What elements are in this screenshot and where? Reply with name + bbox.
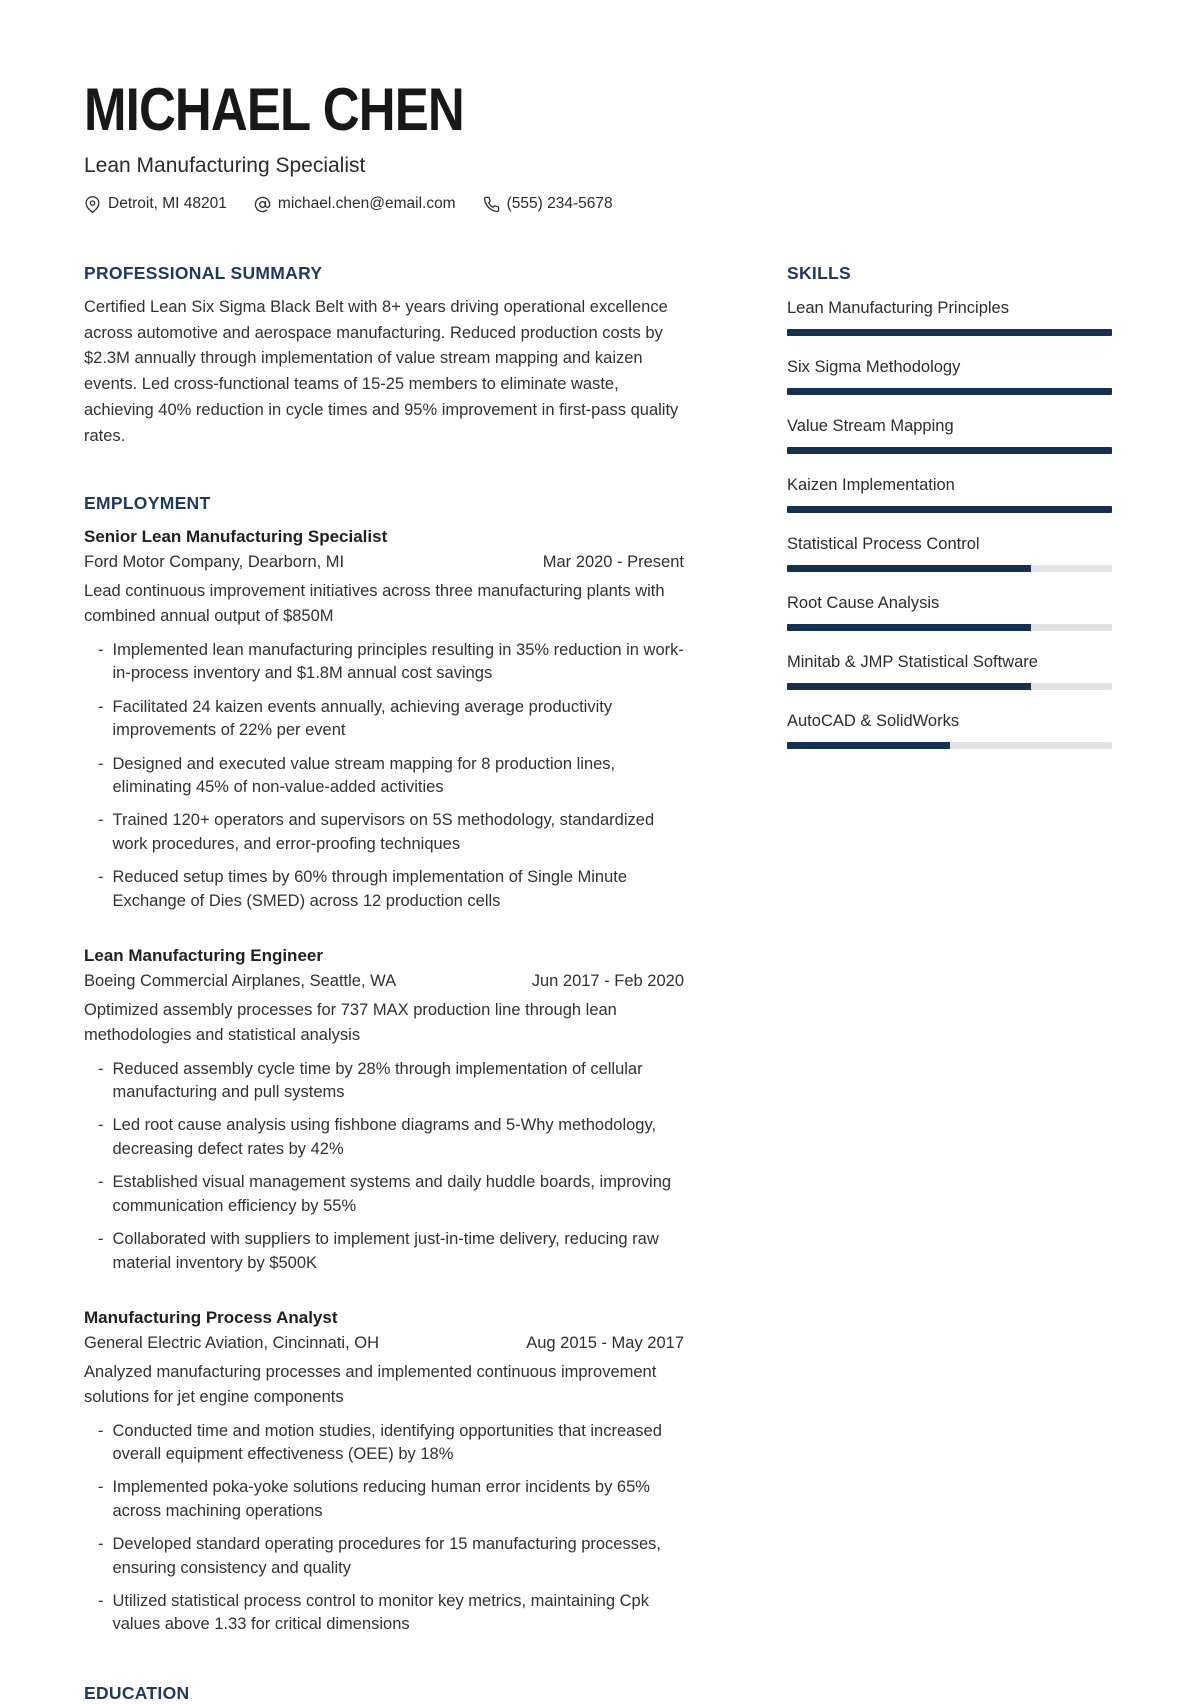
job-bullet bbox=[84, 1533, 684, 1580]
skill-bar-fill bbox=[787, 624, 1031, 631]
job-company: Ford Motor Company, Dearborn, MI bbox=[84, 553, 345, 572]
job-entry bbox=[84, 1308, 684, 1637]
contact-location-text: Detroit, MI 48201 bbox=[108, 195, 227, 212]
skill-bar-fill bbox=[787, 329, 1112, 336]
skill-item bbox=[787, 417, 1112, 454]
skill-bar bbox=[787, 624, 1112, 631]
bullet-text: Established visual management systems and daily huddle boards, improving communication efficiency by 55% bbox=[112, 1173, 672, 1215]
job-bullet-list bbox=[84, 639, 684, 913]
skill-item bbox=[787, 594, 1112, 631]
job-bullet bbox=[84, 1590, 684, 1637]
contact-phone bbox=[483, 195, 613, 213]
bullet-text: Implemented lean manufacturing principles resulting in 35% reduction in work-in-process inventory and $1.8M annual cost savings bbox=[112, 640, 684, 683]
summary-text: Certified Lean Six Sigma Black Belt with 8+ years driving operational excellence across automotive and aerospace manufacturing. Reduced production costs by $2.3M annually through implementation of value stream mapping and kaizen events. Led cross-functional teams of 15-25 members to eliminate waste, achieving 40% reduction in cycle times and 95% improvement in first-pass quality rates. bbox=[84, 298, 679, 445]
job-bullet bbox=[84, 696, 684, 743]
skill-item bbox=[787, 535, 1112, 572]
job-title: Manufacturing Process Analyst bbox=[84, 1308, 338, 1327]
job-bullet bbox=[84, 866, 684, 913]
skill-name: Kaizen Implementation bbox=[787, 476, 955, 494]
bullet-text: Implemented poka-yoke solutions reducing human error incidents by 65% across machining operations bbox=[112, 1478, 650, 1520]
bullet-text: Led root cause analysis using fishbone diagrams and 5-Why methodology, decreasing defect rates by 42% bbox=[112, 1116, 657, 1158]
job-company: General Electric Aviation, Cincinnati, OH bbox=[84, 1334, 379, 1352]
job-bullet bbox=[84, 639, 684, 686]
skill-name: Statistical Process Control bbox=[787, 535, 980, 553]
job-bullet bbox=[84, 1476, 684, 1523]
bullet-marker: - bbox=[98, 1535, 104, 1554]
job-company: Boeing Commercial Airplanes, Seattle, WA bbox=[84, 972, 397, 991]
job-bullet bbox=[84, 1228, 684, 1275]
contact-email-text: michael.chen@email.com bbox=[277, 195, 456, 212]
job-bullet bbox=[84, 809, 684, 856]
right-column bbox=[787, 263, 1112, 1704]
bullet-text: Conducted time and motion studies, identifying opportunities that increased overall equipment effectiveness (OEE) by 18% bbox=[112, 1421, 662, 1463]
skill-bar bbox=[787, 447, 1112, 454]
skill-bar bbox=[787, 565, 1112, 572]
bullet-marker: - bbox=[98, 868, 104, 887]
skill-name: Lean Manufacturing Principles bbox=[787, 299, 1009, 317]
left-column bbox=[84, 263, 684, 1704]
skill-bar bbox=[787, 329, 1112, 336]
skill-item bbox=[787, 358, 1112, 395]
skill-bar-fill bbox=[787, 565, 1031, 572]
bullet-marker: - bbox=[98, 640, 104, 659]
section-professional-summary bbox=[84, 263, 684, 449]
bullet-text: Facilitated 24 kaizen events annually, achieving average productivity improvements of 22% per event bbox=[112, 697, 613, 740]
bullet-marker: - bbox=[98, 1059, 104, 1078]
job-description: Analyzed manufacturing processes and implemented continuous improvement solutions for jet engine components bbox=[84, 1363, 657, 1406]
education-heading: EDUCATION bbox=[84, 1682, 190, 1703]
skill-name: Root Cause Analysis bbox=[787, 594, 940, 612]
jobs-list bbox=[84, 527, 684, 1636]
job-bullet bbox=[84, 1420, 684, 1467]
skills-heading: SKILLS bbox=[787, 263, 852, 283]
skill-name: Six Sigma Methodology bbox=[787, 358, 961, 376]
at-sign-icon bbox=[254, 196, 271, 213]
bullet-marker: - bbox=[98, 811, 104, 830]
bullet-text: Reduced assembly cycle time by 28% through implementation of cellular manufacturing and pull systems bbox=[112, 1059, 643, 1102]
job-entry bbox=[84, 527, 684, 913]
contact-location bbox=[84, 195, 227, 213]
bullet-marker: - bbox=[98, 1230, 104, 1249]
resume-header bbox=[84, 76, 1112, 213]
section-skills bbox=[787, 263, 1112, 749]
skill-item bbox=[787, 299, 1112, 336]
bullet-marker: - bbox=[98, 754, 104, 773]
skill-bar-fill bbox=[787, 447, 1112, 454]
job-dates: Jun 2017 - Feb 2020 bbox=[531, 972, 684, 991]
bullet-marker: - bbox=[98, 1116, 104, 1135]
bullet-text: Developed standard operating procedures for 15 manufacturing processes, ensuring consistency and quality bbox=[112, 1535, 661, 1577]
bullet-text: Designed and executed value stream mapping for 8 production lines, eliminating 45% of non-value-added activities bbox=[112, 754, 616, 797]
job-bullet bbox=[84, 753, 684, 800]
bullet-marker: - bbox=[98, 697, 104, 716]
bullet-marker: - bbox=[98, 1173, 104, 1192]
employment-heading: EMPLOYMENT bbox=[84, 493, 211, 514]
skill-name: AutoCAD & SolidWorks bbox=[787, 712, 960, 730]
job-description: Optimized assembly processes for 737 MAX production line through lean methodologies and statistical analysis bbox=[84, 1001, 617, 1044]
job-dates: Aug 2015 - May 2017 bbox=[526, 1334, 684, 1352]
bullet-text: Reduced setup times by 60% through implementation of Single Minute Exchange of Dies (SMED) across 12 production cells bbox=[112, 868, 628, 910]
skill-name: Value Stream Mapping bbox=[787, 417, 954, 435]
skill-bar-fill bbox=[787, 388, 1112, 395]
bullet-text: Utilized statistical process control to monitor key metrics, maintaining Cpk values above 1.33 for critical dimensions bbox=[112, 1592, 649, 1634]
bullet-marker: - bbox=[98, 1478, 104, 1497]
job-title: Lean Manufacturing Engineer bbox=[84, 946, 323, 966]
bullet-marker: - bbox=[98, 1592, 104, 1611]
skill-bar bbox=[787, 683, 1112, 690]
job-description: Lead continuous improvement initiatives across three manufacturing plants with combined annual output of $850M bbox=[84, 582, 665, 626]
skill-bar bbox=[787, 388, 1112, 395]
job-bullet-list bbox=[84, 1420, 684, 1637]
bullet-text: Trained 120+ operators and supervisors on 5S methodology, standardized work procedures, and error-proofing techniques bbox=[112, 811, 655, 853]
resume-columns bbox=[84, 263, 1112, 1704]
phone-icon bbox=[483, 196, 500, 213]
summary-heading: PROFESSIONAL SUMMARY bbox=[84, 263, 323, 283]
job-bullet bbox=[84, 1058, 684, 1105]
skill-bar-fill bbox=[787, 742, 950, 749]
job-bullet bbox=[84, 1171, 684, 1218]
skill-item bbox=[787, 476, 1112, 513]
job-title: Senior Lean Manufacturing Specialist bbox=[84, 527, 388, 547]
contact-email bbox=[254, 195, 456, 213]
skill-item bbox=[787, 712, 1112, 749]
skill-bar-fill bbox=[787, 506, 1112, 513]
section-education bbox=[84, 1683, 684, 1704]
person-job-title: Lean Manufacturing Specialist bbox=[84, 154, 366, 177]
location-pin-icon bbox=[84, 196, 101, 213]
contact-row bbox=[84, 195, 1112, 213]
job-bullet-list bbox=[84, 1058, 684, 1275]
job-meta-row bbox=[84, 553, 684, 572]
job-entry bbox=[84, 946, 684, 1275]
job-dates: Mar 2020 - Present bbox=[542, 553, 684, 572]
section-employment bbox=[84, 493, 684, 1636]
contact-phone-text: (555) 234-5678 bbox=[506, 195, 613, 212]
person-name: MICHAEL CHEN bbox=[84, 76, 464, 143]
skill-bar bbox=[787, 506, 1112, 513]
bullet-marker: - bbox=[98, 1421, 104, 1440]
skill-bar bbox=[787, 742, 1112, 749]
job-meta-row bbox=[84, 1334, 684, 1353]
job-bullet bbox=[84, 1114, 684, 1161]
skill-item bbox=[787, 653, 1112, 690]
job-meta-row bbox=[84, 972, 684, 991]
bullet-text: Collaborated with suppliers to implement just-in-time delivery, reducing raw material inventory by $500K bbox=[112, 1230, 659, 1272]
skill-bar-fill bbox=[787, 683, 1031, 690]
skills-list bbox=[787, 299, 1112, 749]
skill-name: Minitab & JMP Statistical Software bbox=[787, 653, 1038, 671]
